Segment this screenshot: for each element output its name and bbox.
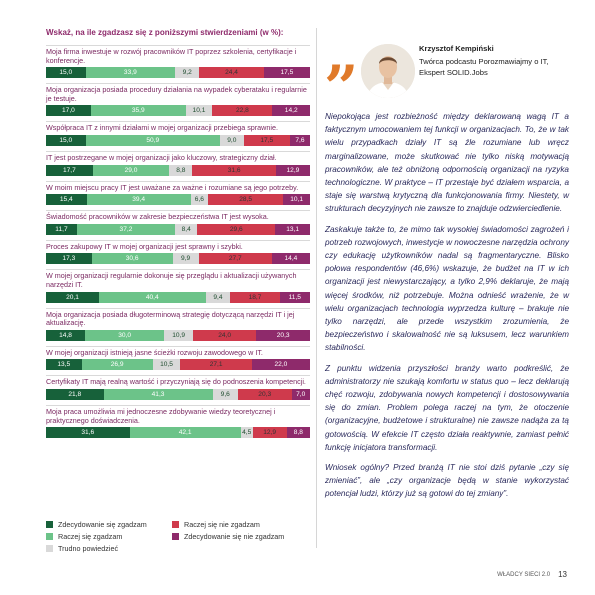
segment-strongly-agree: 17,0: [46, 105, 91, 116]
segment-disagree: 22,8: [212, 105, 272, 116]
legend-label: Trudno powiedzieć: [58, 544, 119, 553]
legend-item-strongly-disagree: [172, 532, 284, 541]
segment-disagree: 28,5: [208, 194, 283, 205]
legend-label: Raczej się zgadzam: [58, 532, 123, 541]
segment-strongly-agree: 21,8: [46, 389, 104, 400]
segment-strongly-agree: 11,7: [46, 224, 77, 235]
stacked-bar: [46, 105, 310, 116]
chart-item: [46, 121, 310, 146]
column-divider: [316, 28, 317, 548]
chart-title: Wskaż, na ile zgadzasz się z poniższymi stwierdzeniami (w %):: [46, 28, 284, 37]
segment-disagree: 18,7: [230, 292, 279, 303]
segment-agree: 50,9: [86, 135, 220, 146]
item-label: Certyfikaty IT mają realną wartość i przyczyniają się do podnoszenia kompetencji.: [46, 375, 310, 387]
stacked-bar: [46, 359, 310, 370]
author-name: Krzysztof Kempiński: [419, 44, 494, 53]
segment-disagree: 24,0: [193, 330, 256, 341]
page-footer: [497, 570, 567, 579]
legend-label: Zdecydowanie się zgadzam: [58, 520, 147, 529]
quote-mark-icon: „: [325, 19, 360, 89]
segment-disagree: 12,9: [253, 427, 287, 438]
legend-swatch: [172, 533, 179, 540]
stacked-bar: [46, 194, 310, 205]
segment-disagree: 27,7: [199, 253, 272, 264]
segment-neutral: 8,4: [175, 224, 197, 235]
segment-strongly-agree: 14,8: [46, 330, 85, 341]
chart-item: [46, 45, 310, 78]
legend-item-agree: [46, 532, 122, 541]
segment-disagree: 24,4: [199, 67, 263, 78]
segment-strongly-disagree: 7,6: [290, 135, 310, 146]
segment-strongly-agree: 17,7: [46, 165, 93, 176]
stacked-bar: [46, 224, 310, 235]
segment-strongly-disagree: 13,1: [275, 224, 310, 235]
segment-agree: 39,4: [87, 194, 191, 205]
segment-neutral: 4,5: [242, 429, 252, 437]
stacked-bar: [46, 292, 310, 303]
segment-strongly-agree: 31,6: [46, 427, 130, 438]
segment-strongly-disagree: 14,4: [272, 253, 310, 264]
legend-item-neutral: [46, 544, 118, 553]
segment-strongly-disagree: 14,2: [272, 105, 309, 116]
segment-disagree: 20,3: [238, 389, 292, 400]
chart-items: [46, 45, 310, 438]
segment-strongly-agree: 15,4: [46, 194, 87, 205]
stacked-bar: [46, 165, 310, 176]
paragraph: Zaskakuje także to, że mimo tak wysokiej świadomości zagrożeń i potrzeb rozwojowych, inwestycje w nowoczesne narzędzia ochrony czy edukację użytkowników nadal są fragmentaryczne. Blisko połowa respondentów (46,6%) wskazuje, że budżet na IT w ich organizacji jest niewystarczający, a tylko 2,9% deklaruje, że mają więcej środków, niż potrzebuje. Można odnieść wrażenie, że w wielu organizacjach technologia wyprzedza kulturę – brakuje nie tylko narzędzi, ale przede wszystkim zrozumienia, że bezpieczeństwo i skalowalność nie są luksusem, lecz warunkiem stabilności.: [325, 224, 569, 353]
stacked-bar: [46, 67, 310, 78]
item-label: Moja firma inwestuje w rozwój pracowników IT poprzez szkolenia, certyfikacje i konferencje.: [46, 45, 310, 65]
legend-swatch: [46, 533, 53, 540]
item-label: Proces zakupowy IT w mojej organizacji jest sprawny i szybki.: [46, 240, 310, 252]
stacked-bar: [46, 330, 310, 341]
segment-neutral: 9,6: [213, 389, 238, 400]
legend-item-strongly-agree: [46, 520, 147, 529]
chart-item: [46, 405, 310, 438]
segment-agree: 29,0: [93, 165, 170, 176]
segment-agree: 33,9: [86, 67, 175, 78]
segment-strongly-agree: 15,0: [46, 135, 86, 146]
commentary-text: [325, 110, 569, 508]
segment-agree: 30,0: [85, 330, 164, 341]
item-label: IT jest postrzegane w mojej organizacji jako kluczowy, strategiczny dział.: [46, 151, 310, 163]
chart-item: [46, 151, 310, 176]
segment-agree: 26,9: [82, 359, 153, 370]
stacked-bar: [46, 427, 310, 438]
item-label: Moja praca umożliwia mi jednoczesne zdobywanie wiedzy teoretycznej i praktycznego doświadczenia.: [46, 405, 310, 425]
segment-strongly-disagree: 22,0: [252, 359, 310, 370]
legend-swatch: [46, 521, 53, 528]
segment-agree: 35,9: [91, 105, 186, 116]
avatar-portrait-icon: [361, 44, 415, 98]
segment-neutral: 9,2: [175, 67, 199, 78]
segment-strongly-disagree: 12,9: [276, 165, 310, 176]
segment-neutral: 10,9: [164, 330, 193, 341]
segment-strongly-disagree: 7,0: [292, 389, 310, 400]
chart-item: [46, 181, 310, 206]
segment-disagree: 27,1: [180, 359, 252, 370]
paragraph: Wniosek ogólny? Przed branżą IT nie stoi dziś pytanie „czy się zmieniać”, ale „czy organizacje będą w stanie wykorzystać potencjał ludzi, którzy już są gotowi do tej zmiany”.: [325, 463, 569, 499]
paragraph: Z punktu widzenia przyszłości branży warto podkreślić, że administratorzy nie szukają komfortu w status quo – lecz deklarują chęć rozwoju, zdobywania nowych kompetencji i dostosowywania się do zmian. Problem polega raczej na tym, że otoczenie (organizacyjne, budżetowe i strukturalne) nie zawsze nadąża za tą gotowością. W efekcie IT często działa reaktywnie, zamiast pełnić funkcję inicjatora transformacji.: [325, 363, 569, 452]
segment-strongly-disagree: 10,1: [283, 194, 310, 205]
chart-item: [46, 83, 310, 116]
chart-item: [46, 210, 310, 235]
publication-name: WŁADCY SIECI 2.0: [497, 571, 551, 578]
segment-neutral: 9,4: [206, 292, 231, 303]
segment-disagree: 29,6: [197, 224, 275, 235]
stacked-bar: [46, 253, 310, 264]
segment-strongly-agree: 20,1: [46, 292, 99, 303]
legend-item-disagree: [172, 520, 260, 529]
segment-strongly-agree: 15,0: [46, 67, 86, 78]
chart-item: [46, 269, 310, 302]
segment-strongly-disagree: 8,8: [287, 427, 310, 438]
item-label: W mojej organizacji istnieją jasne ścieżki rozwoju zawodowego w IT.: [46, 346, 310, 358]
segment-strongly-agree: 13,5: [46, 359, 82, 370]
author-info: [419, 44, 569, 78]
segment-disagree: 17,5: [244, 135, 290, 146]
segment-neutral: 10,5: [153, 359, 181, 370]
chart-item: [46, 375, 310, 400]
segment-neutral: 9,0: [220, 135, 244, 146]
legend-label: Zdecydowanie się nie zgadzam: [184, 532, 285, 541]
item-label: Moja organizacja posiada długoterminową strategię dotyczącą narzędzi IT i jej aktualizację.: [46, 308, 310, 328]
page-number: 13: [558, 570, 567, 579]
author-role-line-2: Ekspert SOLID.Jobs: [419, 67, 488, 77]
legend-swatch: [172, 521, 179, 528]
paragraph: Niepokojąca jest rozbieżność między deklarowaną wagą IT a faktycznym umocowaniem tej funkcji w organizacjach. To, że w tak wielu przypadkach działy IT są źle rozumiane lub wręcz marginalizowane, może skutkować nie tylko niską motywacją pracowników, ale też obniżoną odpornością organizacji na ryzyka technologiczne. W praktyce – IT przestaje być działem wsparcia, a staje się warstwą krytyczną dla funkcjonowania firmy. Niestety, w strukturach decyzyjnych nie zawsze to znajduje odzwierciedlenie.: [325, 112, 569, 214]
chart-item: [46, 308, 310, 341]
segment-neutral: 8,8: [169, 165, 192, 176]
chart-item: [46, 240, 310, 265]
segment-neutral: 9,9: [173, 253, 199, 264]
segment-neutral: 6,6: [191, 194, 208, 205]
legend-swatch: [46, 545, 53, 552]
legend-label: Raczej się nie zgadzam: [184, 520, 260, 529]
chart-item: [46, 346, 310, 371]
stacked-bar: [46, 135, 310, 146]
item-label: Moja organizacja posiada procedury działania na wypadek cyberataku i regularnie je testuje.: [46, 83, 310, 103]
segment-strongly-disagree: 20,3: [256, 330, 310, 341]
survey-chart: [46, 28, 310, 443]
segment-neutral: 10,1: [186, 105, 213, 116]
segment-agree: 37,2: [77, 224, 175, 235]
item-label: W moim miejscu pracy IT jest uważane za ważne i rozumiane są jego potrzeby.: [46, 181, 310, 193]
item-label: Świadomość pracowników w zakresie bezpieczeństwa IT jest wysoka.: [46, 210, 310, 222]
item-label: Współpraca IT z innymi działami w mojej organizacji przebiega sprawnie.: [46, 121, 310, 133]
item-label: W mojej organizacji regularnie dokonuje się przeglądu i aktualizacji używanych narzędzi IT.: [46, 269, 310, 289]
segment-agree: 30,6: [92, 253, 173, 264]
segment-agree: 41,3: [104, 389, 213, 400]
segment-disagree: 31,6: [192, 165, 275, 176]
author-role-line-1: Twórca podcastu Porozmawiajmy o IT,: [419, 57, 549, 66]
segment-agree: 40,4: [99, 292, 206, 303]
segment-strongly-agree: 17,3: [46, 253, 92, 264]
segment-strongly-disagree: 11,5: [280, 292, 310, 303]
segment-strongly-disagree: 17,5: [264, 67, 310, 78]
author-avatar: [361, 44, 415, 98]
segment-agree: 42,1: [130, 427, 241, 438]
stacked-bar: [46, 389, 310, 400]
